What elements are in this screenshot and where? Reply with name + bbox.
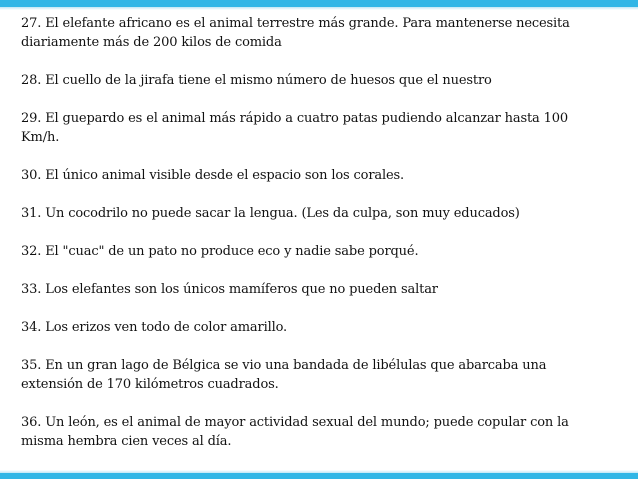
fact-27-line-2: diariamente más de 200 kilos de comida: [21, 35, 282, 50]
fact-34-line-1: 34. Los erizos ven todo de color amarillo.: [21, 320, 288, 335]
bottom-accent-bar: [0, 473, 638, 479]
facts-list: [21, 14, 621, 470]
fact-28: [21, 71, 621, 90]
fact-29-line-2: Km/h.: [21, 130, 60, 145]
fact-27-line-1: 27. El elefante africano es el animal terrestre más grande. Para mantenerse necesita: [21, 16, 570, 31]
fact-27: [21, 14, 621, 52]
fact-36-line-2: misma hembra cien veces al día.: [21, 434, 232, 449]
fact-28-line-1: 28. El cuello de la jirafa tiene el mismo número de huesos que el nuestro: [21, 73, 492, 88]
fact-31: [21, 204, 621, 223]
fact-36-line-1: 36. Un león, es el animal de mayor actividad sexual del mundo; puede copular con la: [21, 415, 569, 430]
fact-30-line-1: 30. El único animal visible desde el espacio son los corales.: [21, 168, 405, 183]
fact-35: [21, 356, 621, 394]
fact-33-line-1: 33. Los elefantes son los únicos mamíferos que no pueden saltar: [21, 282, 438, 297]
fact-32: [21, 242, 621, 261]
fact-31-line-1: 31. Un cocodrilo no puede sacar la lengua. (Les da culpa, son muy educados): [21, 206, 520, 221]
fact-36: [21, 413, 621, 451]
fact-33: [21, 280, 621, 299]
fact-35-line-1: 35. En un gran lago de Bélgica se vio una bandada de libélulas que abarcaba una: [21, 358, 547, 373]
fact-34: [21, 318, 621, 337]
fact-29-line-1: 29. El guepardo es el animal más rápido a cuatro patas pudiendo alcanzar hasta 100: [21, 111, 569, 126]
fact-29: [21, 109, 621, 147]
fact-32-line-1: 32. El "cuac" de un pato no produce eco y nadie sabe porqué.: [21, 244, 419, 259]
fact-30: [21, 166, 621, 185]
top-accent-bar: [0, 0, 638, 7]
fact-35-line-2: extensión de 170 kilómetros cuadrados.: [21, 377, 279, 392]
